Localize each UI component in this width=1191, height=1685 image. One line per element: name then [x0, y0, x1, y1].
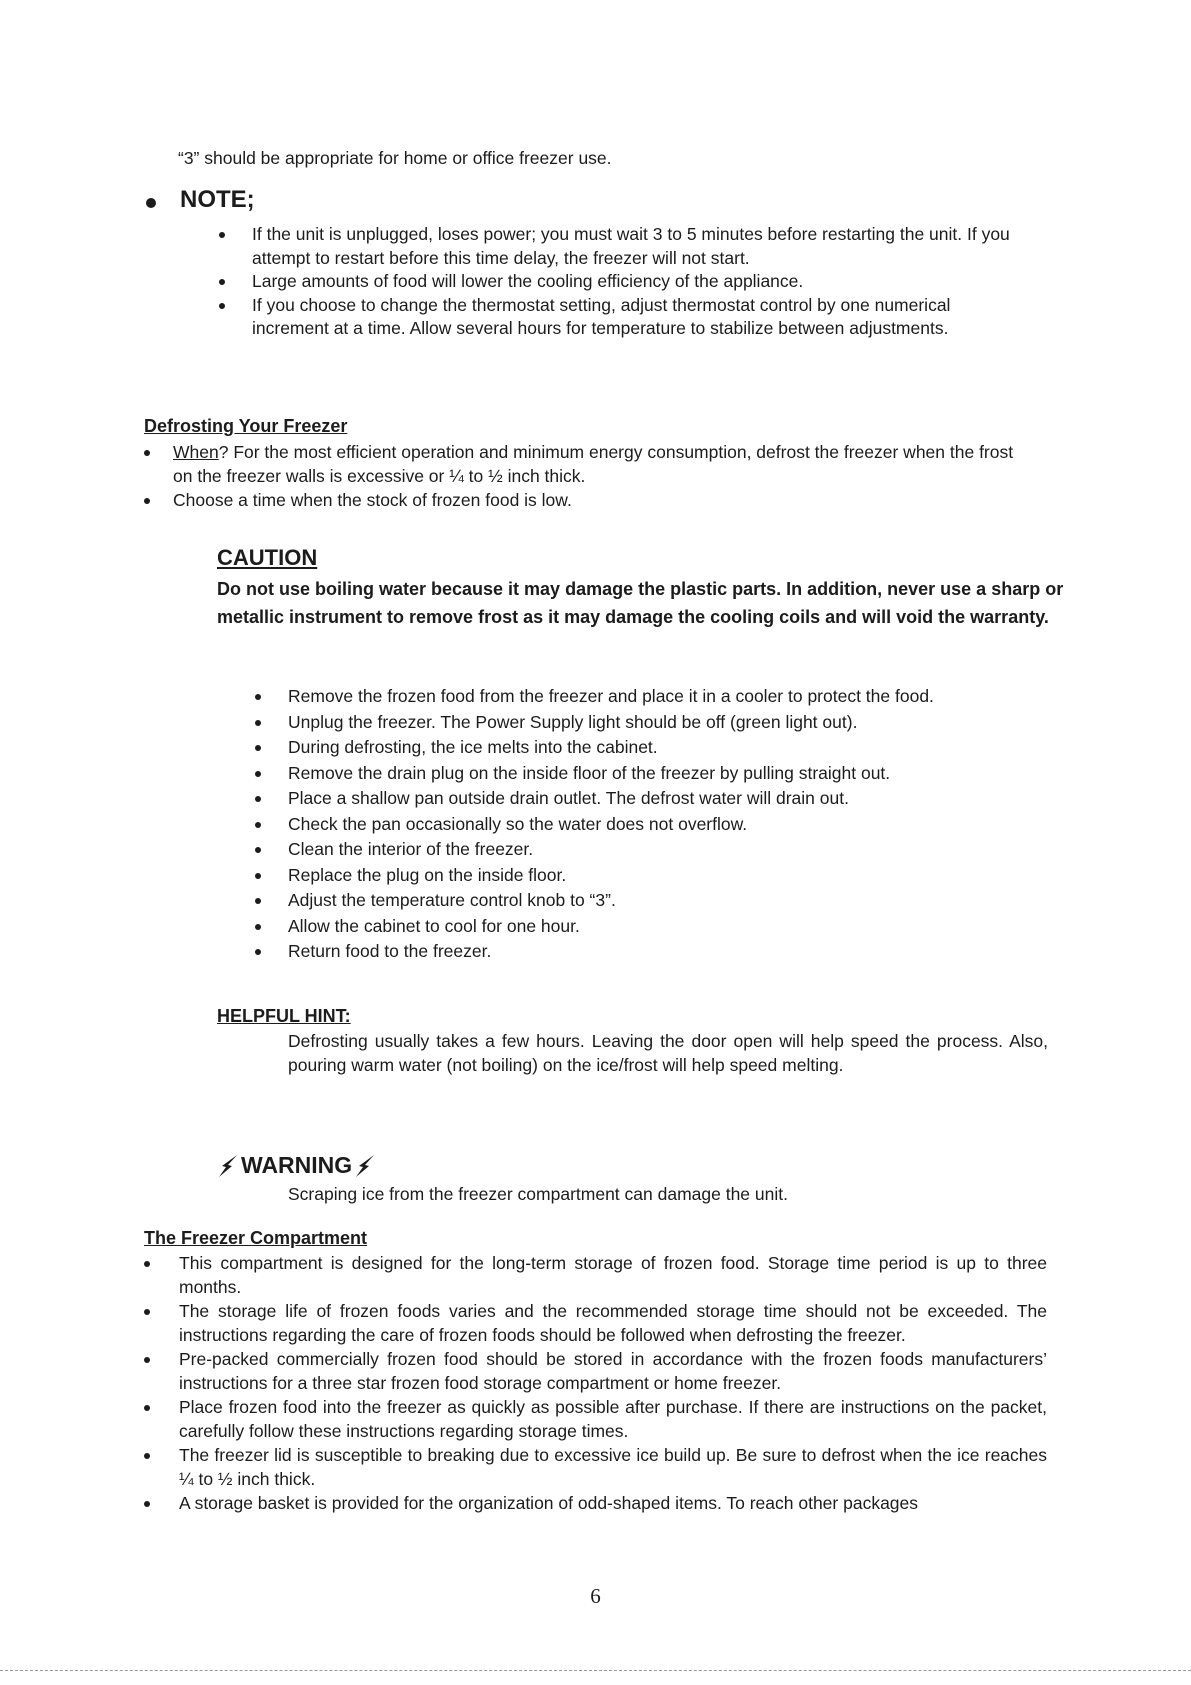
caution-body: Do not use boiling water because it may damage the plastic parts. In addition, never use a sharp or metallic instrument to remove frost as it may damage the cooling coils and will void the warranty.: [217, 579, 1064, 627]
compartment-list: [179, 1252, 1047, 1516]
note-title: NOTE;: [180, 186, 255, 213]
defrosting-heading: Defrosting Your Freezer: [144, 416, 348, 436]
defrost-step: Clean the interior of the freezer.: [288, 837, 1088, 863]
compartment-item: A storage basket is provided for the organization of odd-shaped items. To reach other packages: [179, 1492, 1047, 1516]
bullet-icon: [219, 232, 225, 238]
compartment-item: Pre-packed commercially frozen food should be stored in accordance with the frozen foods manufacturers’ instructions for a three star frozen food storage compartment or home freezer.: [179, 1348, 1047, 1395]
page-number: 6: [590, 1584, 601, 1608]
compartment-heading: The Freezer Compartment: [144, 1228, 368, 1248]
compartment-item: Place frozen food into the freezer as quickly as possible after purchase. If there are instructions on the packet, carefully follow these instructions regarding storage times.: [179, 1396, 1047, 1443]
note-item: Large amounts of food will lower the cooling efficiency of the appliance.: [252, 270, 1032, 294]
page-edge-rule: [0, 1670, 1191, 1671]
defrost-step: Replace the plug on the inside floor.: [288, 863, 1088, 889]
lightning-bolt-icon: [217, 1154, 239, 1178]
hint-title: HELPFUL HINT:: [217, 1006, 351, 1026]
defrosting-when-item: When? For the most efficient operation and minimum energy consumption, defrost the freezer when the frost on the freezer walls is excessive or ¼ to ½ inch thick.: [173, 441, 1033, 488]
bullet-icon: [255, 873, 261, 879]
note-item: If you choose to change the thermostat setting, adjust thermostat control by one numerical increment at a time. Allow several hours for temperature to stabilize between adjustments.: [252, 294, 1032, 341]
defrost-step: Allow the cabinet to cool for one hour.: [288, 914, 1088, 940]
defrost-step: Return food to the freezer.: [288, 939, 1088, 965]
defrosting-choose-item: Choose a time when the stock of frozen food is low.: [173, 489, 1033, 513]
compartment-item: This compartment is designed for the long-term storage of frozen food. Storage time period is up to three months.: [179, 1252, 1047, 1299]
compartment-item: The storage life of frozen foods varies and the recommended storage time should not be exceeded. The instructions regarding the care of frozen foods should be followed when defrosting the freezer.: [179, 1300, 1047, 1347]
bullet-icon: [255, 924, 261, 930]
defrost-step: Unplug the freezer. The Power Supply light should be off (green light out).: [288, 710, 1088, 736]
bullet-icon: [144, 1501, 150, 1507]
defrosting-list: [173, 441, 1033, 513]
bullet-icon: [255, 771, 261, 777]
bullet-icon: [255, 898, 261, 904]
bullet-icon: [144, 450, 150, 456]
defrost-step: Adjust the temperature control knob to “3”.: [288, 888, 1088, 914]
bullet-icon: [255, 949, 261, 955]
bullet-icon: [255, 847, 261, 853]
bullet-icon: [255, 694, 261, 700]
defrost-step: Check the pan occasionally so the water does not overflow.: [288, 812, 1088, 838]
bullet-icon: [219, 279, 225, 285]
defrost-step: Remove the frozen food from the freezer and place it in a cooler to protect the food.: [288, 684, 1088, 710]
hint-body: Defrosting usually takes a few hours. Leaving the door open will help speed the process. Also, pouring warm water (not boiling) on the ice/frost will help speed melting.: [288, 1031, 1048, 1075]
defrost-step: Place a shallow pan outside drain outlet. The defrost water will drain out.: [288, 786, 1088, 812]
caution-title: CAUTION: [217, 545, 318, 570]
bullet-icon: [144, 1357, 150, 1363]
note-bullet: [146, 198, 156, 208]
intro-line: “3” should be appropriate for home or office freezer use.: [178, 148, 612, 168]
bullet-icon: [255, 822, 261, 828]
defrost-step: Remove the drain plug on the inside floor of the freezer by pulling straight out.: [288, 761, 1088, 787]
note-list: [252, 223, 1032, 341]
bullet-icon: [255, 720, 261, 726]
bullet-icon: [144, 1405, 150, 1411]
bullet-icon: [255, 745, 261, 751]
bullet-icon: [255, 796, 261, 802]
bullet-icon: [144, 1453, 150, 1459]
lightning-bolt-icon: [354, 1154, 376, 1178]
bullet-icon: [144, 498, 150, 504]
bullet-icon: [219, 303, 225, 309]
bullet-icon: [144, 1261, 150, 1267]
bullet-icon: [144, 1309, 150, 1315]
compartment-item: The freezer lid is susceptible to breaking due to excessive ice build up. Be sure to defrost when the ice reaches ¼ to ½ inch thick.: [179, 1444, 1047, 1491]
warning-title-row: [217, 1152, 376, 1179]
note-item: If the unit is unplugged, loses power; you must wait 3 to 5 minutes before restarting the unit. If you attempt to restart before this time delay, the freezer will not start.: [252, 223, 1032, 270]
warning-body: Scraping ice from the freezer compartment can damage the unit.: [288, 1184, 788, 1204]
defrost-steps-list: [288, 684, 1088, 965]
defrost-step: During defrosting, the ice melts into the cabinet.: [288, 735, 1088, 761]
warning-title: WARNING: [241, 1152, 353, 1178]
